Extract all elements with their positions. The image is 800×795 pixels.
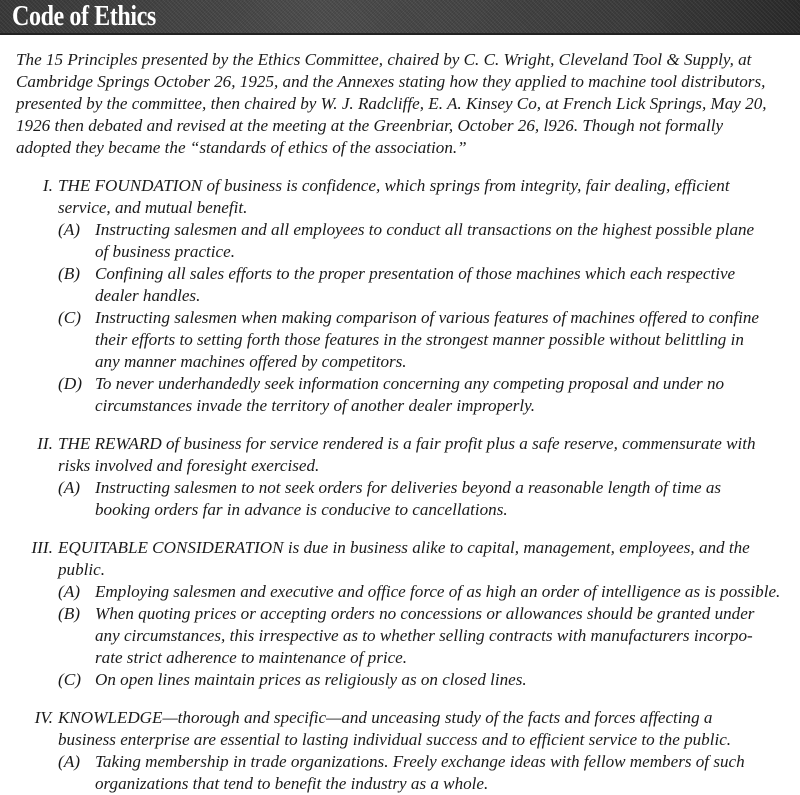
principle-body [37,433,800,477]
principle-body [31,537,800,581]
annex-line: any manner machines offered by competitors. [95,352,407,371]
annex-label: (C) [58,308,82,327]
annex-label: (A) [58,582,81,601]
intro-line: adopted they became the “standards of ethics of the association.” [16,138,467,157]
annex-label: (D) [58,374,82,393]
annex-label: (A) [58,478,81,497]
principle-body [42,175,800,219]
annex-line: Confining all sales efforts to the proper presentation of those machines which each respective [95,264,736,283]
annex-line: Instructing salesmen when making comparison of various features of machines offered to confine [95,308,760,327]
intro-line: presented by the committee, then chaired by W. J. Radcliffe, E. A. Kinsey Co, at French Lick Springs, May 20, [16,94,767,113]
annex-label: (C) [58,670,82,689]
annex-line: organizations that tend to benefit the industry as a whole. [95,774,489,793]
principle-line: KNOWLEDGE—thorough and specific—and unceasing study of the facts and forces affecting a [58,708,713,727]
intro-line: The 15 Principles presented by the Ethics Committee, chaired by C. C. Wright, Cleveland Tool & Supply, at [16,50,752,69]
annex-line: Employing salesmen and executive and office force of as high an order of intelligence as is possible. [95,582,781,601]
intro-paragraph [16,49,800,159]
annex-label: (B) [58,604,81,623]
principle-line: EQUITABLE CONSIDERATION is due in business alike to capital, management, employees, and the [58,538,750,557]
page-title: Code of Ethics [12,1,156,32]
header-bar [0,0,800,35]
principle-line: public. [58,560,106,579]
principle-section [0,537,800,691]
annex-line: To never underhandedly seek information concerning any competing proposal and under no [95,374,725,393]
annex-line: booking orders far in advance is conducive to cancellations. [95,500,508,519]
intro-line: Cambridge Springs October 26, 1925, and the Annexes stating how they applied to machine tool distributors, [16,72,766,91]
principle-line: THE REWARD of business for service rendered is a fair profit plus a safe reserve, commensurate with [58,434,756,453]
annex-line: of business practice. [95,242,235,261]
annex-line: dealer handles. [95,286,201,305]
principle-section [0,433,800,521]
annex-label: (A) [58,752,81,771]
principle-number: I. [42,176,53,195]
annex-item [58,219,800,263]
principle-line: service, and mutual benefit. [58,198,248,217]
annex-item [58,669,800,691]
intro-line: 1926 then debated and revised at the meeting at the Greenbriar, October 26, l926. Though not formally [16,116,724,135]
annex-item [58,477,800,521]
annex-line: When quoting prices or accepting orders no concessions or allowances should be granted under [95,604,755,623]
principle-number: III. [31,538,53,557]
annex-line: circumstances invade the territory of another dealer improperly. [95,396,536,415]
annex-label: (A) [58,220,81,239]
principle-number: II. [37,434,53,453]
annex-item [58,373,800,417]
principle-body [34,707,800,751]
annex-line: rate strict adherence to maintenance of price. [95,648,408,667]
principle-line: THE FOUNDATION of business is confidence, which springs from integrity, fair dealing, efficient [58,176,730,195]
annex-item [58,581,800,603]
annex-line: Taking membership in trade organizations. Freely exchange ideas with fellow members of such [95,752,745,771]
annex-line: On open lines maintain prices as religiously as on closed lines. [95,670,527,689]
annex-line: Instructing salesmen and all employees to conduct all transactions on the highest possible plane [95,220,755,239]
annex-line: their efforts to setting forth those features in the strongest manner possible without belittling in [95,330,744,349]
annex-item [58,263,800,307]
annex-item [58,307,800,373]
annex-line: any circumstances, this irrespective as to whether selling contracts with manufacturers incorpo- [95,626,753,645]
document-body [0,49,800,795]
annex-item [58,603,800,669]
principle-line: business enterprise are essential to lasting individual success and to efficient service to the public. [58,730,732,749]
principle-number: IV. [34,708,53,727]
principle-section [0,707,800,795]
principle-line: risks involved and foresight exercised. [58,456,320,475]
principle-section [0,175,800,417]
annex-item [58,751,800,795]
annex-label: (B) [58,264,81,283]
annex-line: Instructing salesmen to not seek orders for deliveries beyond a reasonable length of time as [95,478,722,497]
